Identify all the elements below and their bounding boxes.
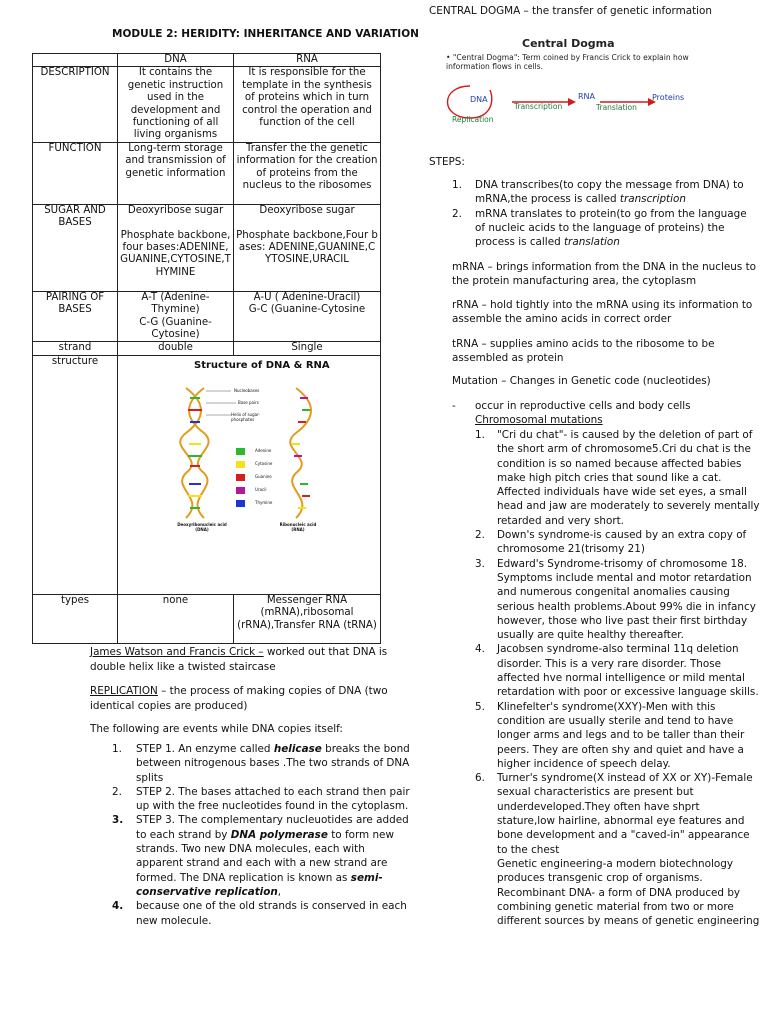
dna-cell: none: [118, 594, 234, 643]
table-header-dna: DNA: [118, 54, 234, 67]
item-number: 1.: [475, 429, 485, 441]
occur-dash: -: [452, 400, 456, 412]
figure-label-nucleobases: Nucleobases: [234, 388, 260, 393]
step-number: 1.: [112, 743, 122, 755]
figure-legend: [236, 444, 272, 509]
replication-paragraph: [90, 684, 390, 713]
step-number: 2.: [112, 785, 122, 798]
rna-cell: Deoxyribose sugar Phosphate backbone,Four bases: ADENINE,GUANINE,CYTOSINE,URACIL: [234, 204, 381, 291]
table-row: [33, 342, 381, 355]
step-text: breaks the bond between nitrogenous bases .The two strands of DNA splits: [136, 743, 410, 784]
legend-label: Uracil: [255, 487, 267, 492]
watson-crick-names: James Watson and Francis Crick –: [90, 646, 264, 658]
cd-proteins-label: Proteins: [652, 93, 685, 102]
legend-adenine: [236, 444, 272, 457]
replication-steps: [112, 742, 412, 928]
genetic-engineering-paragraph: Genetic engineering-a modern biotechnology produces transgenic crop of organisms.: [497, 857, 733, 885]
item-number: 5.: [475, 700, 485, 713]
item-text: Jacobsen syndrome-also terminal 11q deletion disorder. This is a very rare disorder. Those affected hve normal intelligence or mild mental retardation with poor or excessive language skills.: [497, 643, 759, 699]
step-text: STEP 2. The bases attached to each strand then pair up with the free nucleotides found in the cytoplasm.: [136, 785, 410, 813]
step-term: DNA polymerase: [230, 828, 328, 841]
dna-helix-graphic: [180, 388, 208, 518]
dna-rna-comparison-table: [32, 53, 381, 644]
legend-uracil: [236, 483, 272, 496]
trna-paragraph: tRNA – supplies amino acids to the ribosome to be assembled as protein: [452, 338, 715, 365]
figure-label-helix: Helix of sugar-phosphates: [231, 412, 260, 422]
rna-cell: Single: [234, 342, 381, 355]
table-row: [33, 142, 381, 204]
table-row: [33, 67, 381, 142]
rna-cell: It is responsible for the template in the synthesis of proteins which in turn control the operation and function of the cell: [234, 67, 381, 142]
step-text: because one of the old strands is conserved in each new molecule.: [136, 900, 407, 927]
cd-transcription-label: Transcription: [514, 102, 563, 111]
semi-conservative-term: semi-conservative replication: [136, 871, 383, 898]
replication-text: – the process of making copies of DNA (two identical copies are produced): [90, 685, 388, 712]
legend-swatch: [236, 448, 245, 455]
replication-term: REPLICATION: [90, 685, 158, 697]
item-text: Edward's Syndrome-trisomy of chromosome 18. Symptoms include mental and motor retardation and numerous congenital anomalies causing serious health problems.About 99% die in infancy however, those who live past their first birthday usually are quite healthy thereafter.: [497, 557, 756, 642]
legend-swatch: [236, 474, 245, 481]
item-number: 3.: [475, 557, 485, 570]
dna-cell: Deoxyribose sugar Phosphate backbone,four bases:ADENINE,GUANINE,CYTOSINE,THYMINE: [118, 204, 234, 291]
item-text: "Cri du chat"- is caused by the deletion of part of the short arm of chromosome5.Cri du chat is the condition is so named because affected babies make high pitch cries that sound like a cat. Affected individuals have wide set eyes, a small head and jaw are moderately to severely mentally retarded and very short.: [497, 429, 760, 527]
steps-label: STEPS:: [429, 156, 465, 168]
table-header-rna: RNA: [234, 54, 381, 67]
central-dogma-steps: [452, 178, 757, 249]
list-item: [475, 700, 760, 771]
list-item: [452, 178, 757, 207]
rna-cell: A-U ( Adenine-Uracil) G-C (Guanine-Cytosine: [234, 291, 381, 342]
watson-crick-paragraph: [90, 645, 390, 674]
table-header-blank: [33, 54, 118, 67]
table-row: [33, 594, 381, 643]
row-label: SUGAR AND BASES: [33, 204, 118, 291]
list-item: [475, 428, 760, 528]
list-item: [452, 207, 757, 250]
legend-label: Adenine: [255, 448, 272, 453]
legend-swatch: [236, 500, 245, 507]
occur-text: occur in reproductive cells and body cells: [475, 400, 691, 412]
legend-label: Guanine: [255, 474, 272, 479]
dna-cell: double: [118, 342, 234, 355]
dna-cell: Long-term storage and transmission of genetic information: [118, 142, 234, 204]
item-number: 6.: [475, 772, 485, 785]
rna-cell: Messenger RNA (mRNA),ribosomal (rRNA),Transfer RNA (tRNA): [234, 594, 381, 643]
table-row: [33, 291, 381, 342]
list-item: [112, 813, 412, 899]
row-label: PAIRING OF BASES: [33, 291, 118, 342]
figure-caption-dna: Deoxyribonucleic acid (DNA): [177, 522, 227, 532]
events-intro: The following are events while DNA copies itself:: [90, 723, 343, 735]
mrna-paragraph: mRNA – brings information from the DNA in the nucleus to the protein manufacturing area, the cytoplasm: [452, 261, 756, 288]
list-item: [475, 528, 760, 557]
table-row: [33, 204, 381, 291]
table-header-row: [33, 54, 381, 67]
step-term: helicase: [273, 743, 322, 755]
list-item: [112, 742, 412, 785]
item-text: Klinefelter's syndrome(XXY)-Men with this condition are usually sterile and tend to have longer arms and legs and to be taller than their peers. They are often shy and quiet and have a higher incidence of speech delay.: [497, 700, 745, 770]
figure-label-base-pairs: Base pairs: [238, 400, 259, 405]
mutation-paragraph: Mutation – Changes in Genetic code (nucleotides): [452, 375, 711, 387]
cd-translation-label: Translation: [596, 103, 637, 112]
item-text: Down's syndrome-is caused by an extra copy of chromosome 21(trisomy 21): [497, 529, 747, 556]
legend-swatch: [236, 487, 245, 494]
step-number: 3.: [112, 814, 124, 827]
dna-rna-structure-figure: [176, 358, 331, 542]
row-label: structure: [33, 355, 118, 594]
mutation-list: [475, 428, 760, 928]
step-text: DNA transcribes(to copy the message from DNA) to mRNA,the process is called: [475, 179, 744, 206]
step-text: mRNA translates to protein(to go from the language of nucleic acids to the language of proteins) the process is called: [475, 207, 747, 249]
figure-title: Structure of DNA & RNA: [194, 360, 330, 371]
list-item: [475, 771, 760, 928]
list-item: [112, 899, 412, 928]
central-dogma-heading: CENTRAL DOGMA – the transfer of genetic information: [429, 5, 712, 17]
figure-caption-rna: Ribonucleic acid (RNA): [279, 522, 317, 532]
central-dogma-figure: [440, 32, 720, 132]
row-label: FUNCTION: [33, 142, 118, 204]
step-number: 2.: [452, 207, 462, 220]
legend-cytosine: [236, 457, 272, 470]
row-label: types: [33, 594, 118, 643]
watson-crick-text: worked out that DNA is double helix like a twisted staircase: [90, 646, 388, 673]
cd-rna-label: RNA: [578, 92, 596, 101]
item-text: Turner's syndrome(X instead of XX or XY)-Female sexual characteristics are present but underdeveloped.They often have shprt stature,low hairline, abnormal eye features and bone development and a "caved-in" appearance to the chest: [497, 772, 753, 856]
step-text: STEP 3. The complementary nucleuotides are added to each strand by: [136, 814, 409, 841]
step-number: 1.: [452, 179, 462, 191]
list-item: [475, 642, 760, 699]
cd-title: Central Dogma: [522, 37, 615, 50]
legend-thymine: [236, 496, 272, 509]
dna-cell: A-T (Adenine-Thymine) C-G (Guanine-Cytosine): [118, 291, 234, 342]
dna-cell: It contains the genetic instruction used in the development and functioning of all living organisms: [118, 67, 234, 142]
step-text: STEP 1. An enzyme called: [136, 743, 274, 755]
page-title: MODULE 2: HERIDITY: INHERITANCE AND VARIATION: [112, 28, 419, 40]
rrna-paragraph: rRNA – hold tightly into the mRNA using its information to assemble the amino acids in correct order: [452, 299, 753, 326]
item-number: 4.: [475, 643, 485, 656]
step-number: 4.: [112, 900, 124, 913]
legend-guanine: [236, 470, 272, 483]
rna-strand-graphic: [290, 388, 311, 518]
recombinant-dna-paragraph: Recombinant DNA- a form of DNA produced by combining genetic material from two or more different sources by means of genetic engineering: [497, 886, 760, 928]
rna-cell: Transfer the the genetic information for the creation of proteins from the nucleus to the ribosomes: [234, 142, 381, 204]
row-label: DESCRIPTION: [33, 67, 118, 142]
list-item: [112, 785, 412, 814]
cd-replication-label: Replication: [452, 115, 494, 124]
step-term: transcription: [619, 193, 686, 206]
legend-swatch: [236, 461, 245, 468]
list-item: [475, 557, 760, 643]
step-term: translation: [563, 236, 620, 249]
item-number: 2.: [475, 529, 485, 542]
step-text: ,: [277, 885, 282, 898]
cd-bullet: • "Central Dogma": Term coined by Francis Crick to explain how information flows in cells.: [446, 53, 689, 71]
legend-label: Thymine: [255, 500, 273, 505]
chromosomal-mutations-heading: Chromosomal mutations: [475, 414, 603, 426]
legend-label: Cytosine: [255, 461, 273, 466]
cd-dna-label: DNA: [470, 95, 488, 104]
row-label: strand: [33, 342, 118, 355]
step-text: to form new strands. Two new DNA molecules, each with apparent strand and each with a new strand are formed. The DNA replication is known as: [136, 828, 394, 884]
